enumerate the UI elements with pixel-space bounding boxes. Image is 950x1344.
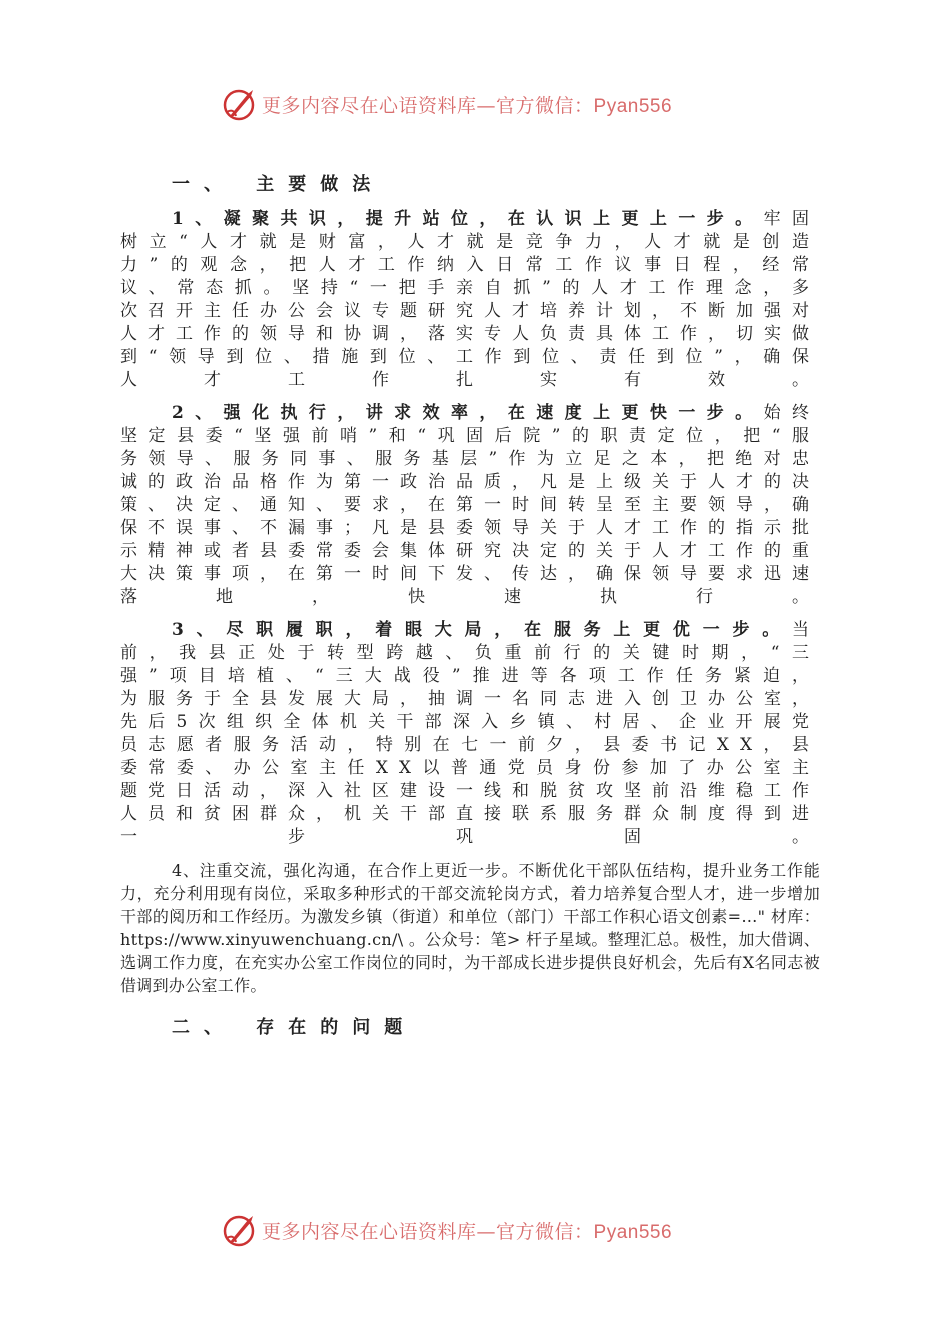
pen-logo-icon (222, 86, 258, 122)
paragraph-3-lead: 3、尽职履职，着眼大局，在服务上更优一步。 (172, 620, 792, 640)
paragraph-1 (120, 208, 820, 392)
section-title-problems: 二、 存在的问题 (172, 1017, 417, 1038)
paragraph-3-body: 当前，我县正处于转型跨越、负重前行的关键时期，“三强”项目培植、“三大战役”推进等各项工作任务紧迫，为服务于全县发展大局，抽调一名同志进入创卫办公室，先后5次组织全体机关干部深入乡镇、村居、企业开展党员志愿者服务活动，特别在七一前夕，县委书记XX，县委常委、办公室主任XX以普通党员身份参加了办公室主题党日活动，深入社区建设一线和脱贫攻坚前沿维稳工作人员和贫困群众，机关干部直接联系服务群众制度得到进一步巩固。 (120, 620, 820, 847)
paragraph-1-body: 牢固树立“人才就是财富，人才就是竞争力，人才就是创造力”的观念，把人才工作纳入日常工作议事日程，经常议、常态抓。坚持“一把手亲自抓”的人才工作理念，多次召开主任办公会议专题研究人才培养计划，不断加强对人才工作的领导和协调，落实专人负责具体工作，切实做到“领导到位、措施到位、工作到位、责任到位”，确保人才工作扎实有效。 (120, 209, 821, 390)
banner-wechat-id: Pyan556 (593, 95, 673, 117)
banner-wechat-id: Pyan556 (593, 1221, 673, 1243)
paragraph-4: 4、注重交流，强化沟通，在合作上更近一步。不断优化干部队伍结构，提升业务工作能力，充分利用现有岗位，采取多种形式的干部交流轮岗方式，着力培养复合型人才，进一步增加干部的阅历和工作经历。为激发乡镇（街道）和单位（部门）干部工作积心语文创素=…" 材库：https://www.xinyuwenchuang.cn/\ 。公众号：笔> 杆子星域。整理汇总。极性，加大借调、选调工作力度，在充实办公室工作岗位的同时，为干部成长进步提供良好机会，先后有X名同志被借调到办公室工作。 (120, 861, 820, 995)
paragraph-2-lead: 2、强化执行，讲求效率，在速度上更快一步。 (172, 403, 764, 423)
section-title-main-practices: 一、 主要做法 (172, 174, 385, 195)
paragraph-2 (120, 402, 820, 609)
header-watermark-banner (222, 84, 742, 124)
banner-text: 更多内容尽在心语资料库—官方微信：Pyan556 (262, 1220, 673, 1243)
paragraph-3 (120, 619, 820, 849)
footer-watermark-banner (222, 1210, 742, 1250)
document-body (120, 170, 820, 1051)
banner-text: 更多内容尽在心语资料库—官方微信：Pyan556 (262, 94, 673, 117)
pen-logo-icon (222, 1212, 258, 1248)
paragraph-2-body: 始终坚定县委“坚强前哨”和“巩固后院”的职责定位，把“服务领导、服务同事、服务基层”作为立足之本，把绝对忠诚的政治品格作为第一政治品质，凡是上级关于人才的决策、决定、通知、要求，在第一时间转呈至主要领导，确保不误事、不漏事；凡是县委领导关于人才工作的指示批示精神或者县委常委会集体研究决定的关于人才工作的重大决策事项，在第一时间下发、传达，确保领导要求迅速落地，快速执行。 (120, 403, 821, 607)
paragraph-1-lead: 1、凝聚共识，提升站位，在认识上更上一步。 (172, 209, 764, 229)
